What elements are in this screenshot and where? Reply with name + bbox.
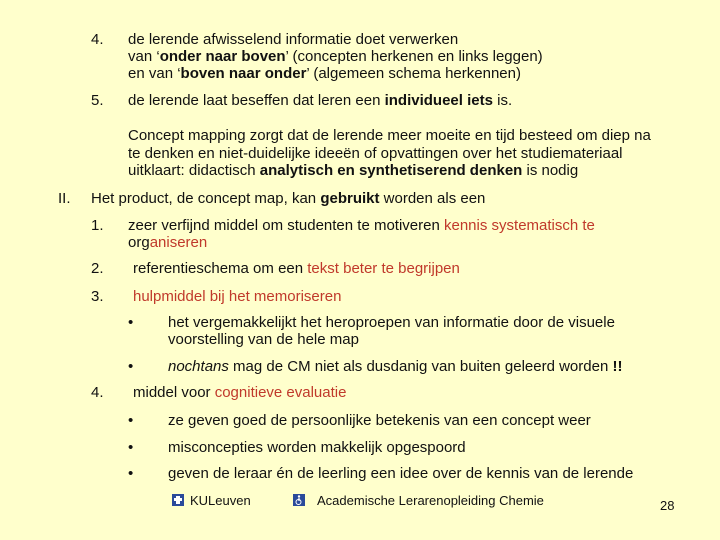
wheelchair-icon <box>293 494 305 506</box>
list-item-2-number: 2. <box>91 260 104 277</box>
bullet-3-1: • <box>128 314 134 331</box>
bullet-3-2: • <box>128 358 134 375</box>
concept-paragraph-line1: Concept mapping zorgt dat de lerende meer moeite en tijd besteed om diep na <box>128 127 651 144</box>
bullet-4-1: • <box>128 412 134 429</box>
item-4-number: 4. <box>91 31 104 48</box>
footer-left-text: KULeuven <box>190 493 251 508</box>
bullet-3-2-text: nochtans mag de CM niet als dusdanig van buiten geleerd worden !! <box>168 358 623 375</box>
list-item-1-line2: organiseren <box>128 234 208 251</box>
bullet-4-2: • <box>128 439 134 456</box>
list-item-3-number: 3. <box>91 288 104 305</box>
list-item-2-text: referentieschema om een tekst beter te begrijpen <box>133 260 460 277</box>
list-item-4-text: middel voor cognitieve evaluatie <box>133 384 347 401</box>
item-5-text: de lerende laat beseffen dat leren een individueel iets is. <box>128 92 513 109</box>
item-5-number: 5. <box>91 92 104 109</box>
concept-paragraph-line3: uitklaart: didactisch analytisch en synthetiserend denken is nodig <box>128 162 579 179</box>
bullet-4-3: • <box>128 465 134 482</box>
item-4-line2: van ‘onder naar boven’ (concepten herkenen en links leggen) <box>128 48 543 65</box>
list-item-1-line1: zeer verfijnd middel om studenten te motiveren kennis systematisch te <box>128 217 595 234</box>
list-item-3-text: hulpmiddel bij het memoriseren <box>133 288 342 305</box>
bullet-3-1-line2: voorstelling van de hele map <box>168 331 359 348</box>
bullet-3-1-line1: het vergemakkelijkt het heroproepen van informatie door de visuele <box>168 314 615 331</box>
section-2-number: II. <box>58 190 71 207</box>
kuleuven-logo-icon <box>172 494 184 506</box>
item-4-line3: en van ‘boven naar onder’ (algemeen schema herkennen) <box>128 65 521 82</box>
bullet-4-1-text: ze geven goed de persoonlijke betekenis van een concept weer <box>168 412 591 429</box>
page-number: 28 <box>660 498 675 513</box>
footer-right-text: Academische Lerarenopleiding Chemie <box>317 493 544 508</box>
bullet-4-3-text: geven de leraar én de leerling een idee over de kennis van de lerende <box>168 465 634 482</box>
section-2-heading: Het product, de concept map, kan gebruikt worden als een <box>91 190 486 207</box>
list-item-1-number: 1. <box>91 217 104 234</box>
concept-paragraph-line2: te denken en niet-duidelijke ideeën of opvattingen over het studiemateriaal <box>128 145 623 162</box>
bullet-4-2-text: misconcepties worden makkelijk opgespoord <box>168 439 466 456</box>
item-4-line1: de lerende afwisselend informatie doet verwerken <box>128 31 459 48</box>
list-item-4-number: 4. <box>91 384 104 401</box>
